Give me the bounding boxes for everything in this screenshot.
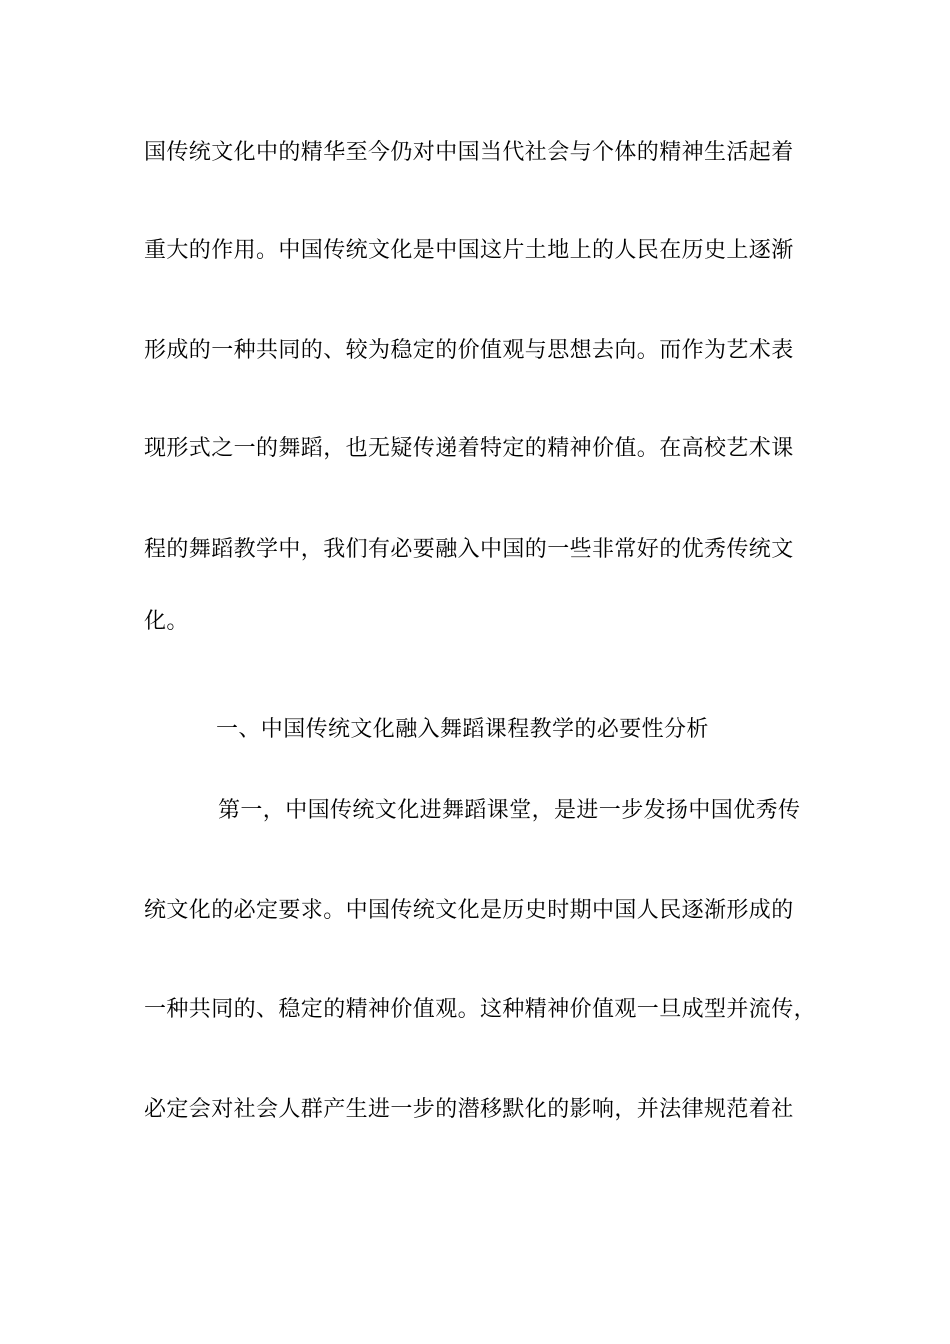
- body-text-line: 统文化的必定要求。中国传统文化是历史时期中国人民逐渐形成的: [144, 898, 794, 923]
- section-heading: 一、中国传统文化融入舞蹈课程教学的必要性分析: [216, 717, 709, 742]
- body-text-line: 第一，中国传统文化进舞蹈课堂，是进一步发扬中国优秀传: [218, 798, 801, 823]
- body-text-line: 国传统文化中的精华至今仍对中国当代社会与个体的精神生活起着: [144, 140, 794, 165]
- body-text-line: 程的舞蹈教学中，我们有必要融入中国的一些非常好的优秀传统文: [144, 537, 794, 562]
- body-text-line: 一种共同的、稳定的精神价值观。这种精神价值观一旦成型并流传，: [144, 997, 817, 1022]
- body-text-line: 必定会对社会人群产生进一步的潜移默化的影响，并法律规范着社: [144, 1097, 794, 1122]
- body-text-line: 化。: [144, 609, 189, 634]
- body-text-line: 现形式之一的舞蹈，也无疑传递着特定的精神价值。在高校艺术课: [144, 436, 794, 461]
- body-text-line: 形成的一种共同的、较为稳定的价值观与思想去向。而作为艺术表: [144, 338, 794, 363]
- body-text-line: 重大的作用。中国传统文化是中国这片土地上的人民在历史上逐渐: [144, 238, 794, 263]
